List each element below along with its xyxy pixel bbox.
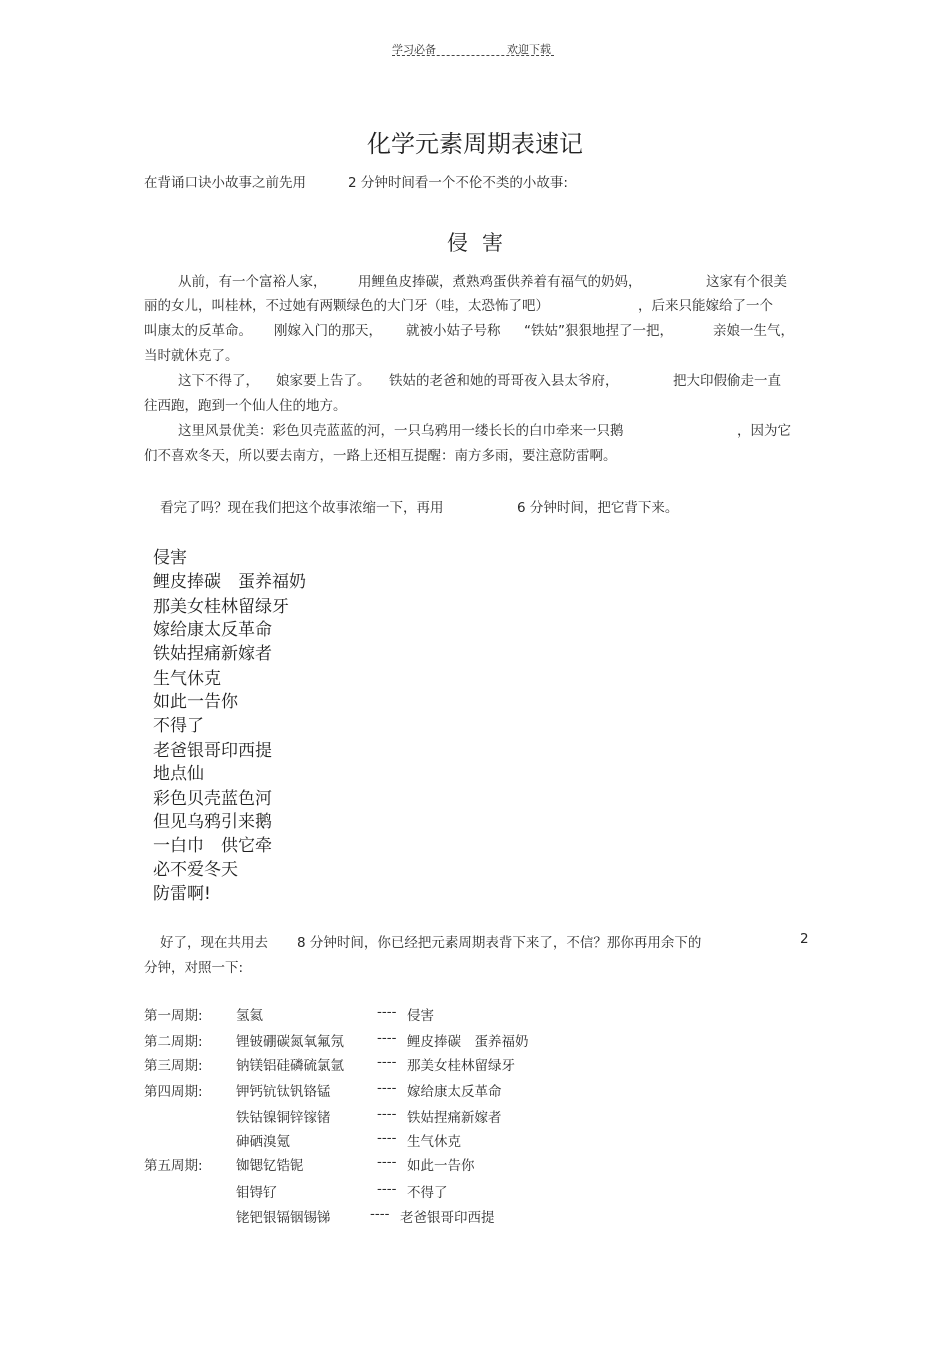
period-elements: 铁钴镍铜锌镓锗	[236, 1110, 331, 1126]
mnemonic-line: 铁姑捏痛新嫁者	[153, 644, 272, 664]
mnemonic-line: 彩色贝壳蓝色河	[153, 789, 272, 809]
mnemonic-line: 嫁给康太反革命	[153, 620, 272, 640]
mnemonic-line: 必不爱冬天	[153, 860, 238, 880]
story-title: 侵害	[447, 231, 517, 255]
mnemonic-line: 但见乌鸦引来鹅	[153, 812, 272, 832]
mnemonic-line: 地点仙	[153, 764, 204, 784]
story-text: 往西跑，跑到一个仙人住的地方。	[144, 398, 347, 414]
period-separator: ----	[377, 1080, 397, 1096]
period-mnemonic: 鲤皮捧碳 蛋养福奶	[407, 1034, 529, 1050]
period-separator: ----	[377, 1030, 397, 1046]
story-text: 叫康太的反革命。	[144, 323, 252, 339]
story-text: 铁姑的老爸和她的哥哥夜入县太爷府，	[389, 373, 619, 389]
mnemonic-line: 老爸银哥印西提	[153, 741, 272, 761]
summary-text-a: 看完了吗？现在我们把这个故事浓缩一下，再用	[160, 500, 444, 516]
period-separator: ----	[377, 1054, 397, 1070]
story-text: 这里风景优美：彩色贝壳蓝蓝的河，一只乌鸦用一缕长长的白巾牵来一只鹅	[178, 423, 624, 439]
story-text: 就被小姑子号称	[406, 323, 501, 339]
mnemonic-line: 那美女桂林留绿牙	[153, 597, 289, 617]
mnemonic-line: 鲤皮捧碳 蛋养福奶	[153, 572, 306, 592]
mnemonic-line: 一白巾 供它牵	[153, 836, 272, 856]
period-mnemonic: 不得了	[407, 1185, 448, 1201]
story-text: 娘家要上告了。	[276, 373, 371, 389]
period-label: 第五周期:	[144, 1158, 203, 1174]
period-elements: 钼锝钌	[236, 1185, 277, 1201]
story-text: 当时就休克了。	[144, 348, 239, 364]
conclusion-text-b: 8 分钟时间，你已经把元素周期表背下来了，不信？那你再用余下的	[297, 935, 702, 951]
conclusion-text-d: 分钟，对照一下:	[144, 960, 244, 976]
story-text: 们不喜欢冬天，所以要去南方，一路上还相互提醒：南方多雨，要注意防雷啊。	[144, 448, 617, 464]
period-mnemonic: 铁姑捏痛新嫁者	[407, 1110, 502, 1126]
story-text: ，因为它	[737, 423, 791, 439]
period-mnemonic: 那美女桂林留绿牙	[407, 1058, 515, 1074]
conclusion-text-a: 好了，现在共用去	[160, 935, 268, 951]
header-right-text: 欢迎下载	[507, 43, 551, 56]
period-separator: ----	[377, 1154, 397, 1170]
story-text: 这家有个很美	[706, 274, 787, 290]
story-text: 丽的女儿，叫桂林，不过她有两颗绿色的大门牙（哇，太恐怖了吧）	[144, 298, 549, 314]
period-separator: ----	[370, 1206, 390, 1222]
period-mnemonic: 侵害	[407, 1008, 434, 1024]
summary-text-b: 6 分钟时间，把它背下来。	[517, 500, 679, 516]
period-mnemonic: 嫁给康太反革命	[407, 1084, 502, 1100]
story-text: 从前，有一个富裕人家，	[178, 274, 327, 290]
period-elements: 钠镁铝硅磷硫氯氩	[236, 1058, 344, 1074]
period-separator: ----	[377, 1181, 397, 1197]
period-elements: 锂铍硼碳氮氧氟氖	[236, 1034, 344, 1050]
mnemonic-line: 侵害	[153, 548, 187, 568]
period-label: 第三周期:	[144, 1058, 203, 1074]
period-separator: ----	[377, 1130, 397, 1146]
story-text: “铁姑”狠狠地捏了一把，	[524, 323, 673, 339]
period-elements: 铷锶钇锆铌	[236, 1158, 304, 1174]
story-text: 这下不得了，	[178, 373, 259, 389]
mnemonic-line: 如此一告你	[153, 692, 238, 712]
period-elements: 氢氦	[236, 1008, 263, 1024]
page-title: 化学元素周期表速记	[367, 130, 583, 158]
conclusion-text-c: 2	[800, 931, 809, 947]
period-label: 第四周期:	[144, 1084, 203, 1100]
period-elements: 铑钯银镉铟锡锑	[236, 1210, 331, 1226]
period-mnemonic: 生气休克	[407, 1134, 461, 1150]
header-divider	[392, 55, 554, 56]
period-mnemonic: 如此一告你	[407, 1158, 475, 1174]
period-separator: ----	[377, 1004, 397, 1020]
story-text: 把大印假偷走一直	[673, 373, 781, 389]
mnemonic-line: 不得了	[153, 716, 204, 736]
story-text: ，后来只能嫁给了一个	[638, 298, 773, 314]
story-text: 亲娘一生气，	[713, 323, 794, 339]
period-elements: 钾钙钪钛钒铬锰	[236, 1084, 331, 1100]
period-mnemonic: 老爸银哥印西提	[400, 1210, 495, 1226]
period-separator: ----	[377, 1106, 397, 1122]
mnemonic-line: 生气休克	[153, 669, 221, 689]
period-label: 第二周期:	[144, 1034, 203, 1050]
period-label: 第一周期:	[144, 1008, 203, 1024]
intro-text-b: 2 分钟时间看一个不伦不类的小故事:	[348, 175, 568, 191]
mnemonic-line: 防雷啊!	[153, 884, 211, 904]
intro-text-a: 在背诵口诀小故事之前先用	[144, 175, 306, 191]
period-elements: 砷硒溴氪	[236, 1134, 290, 1150]
story-text: 用鲤鱼皮捧碳，煮熟鸡蛋供养着有福气的奶妈，	[358, 274, 642, 290]
story-text: 刚嫁入门的那天，	[274, 323, 382, 339]
header-left-text: 学习必备	[392, 43, 436, 56]
